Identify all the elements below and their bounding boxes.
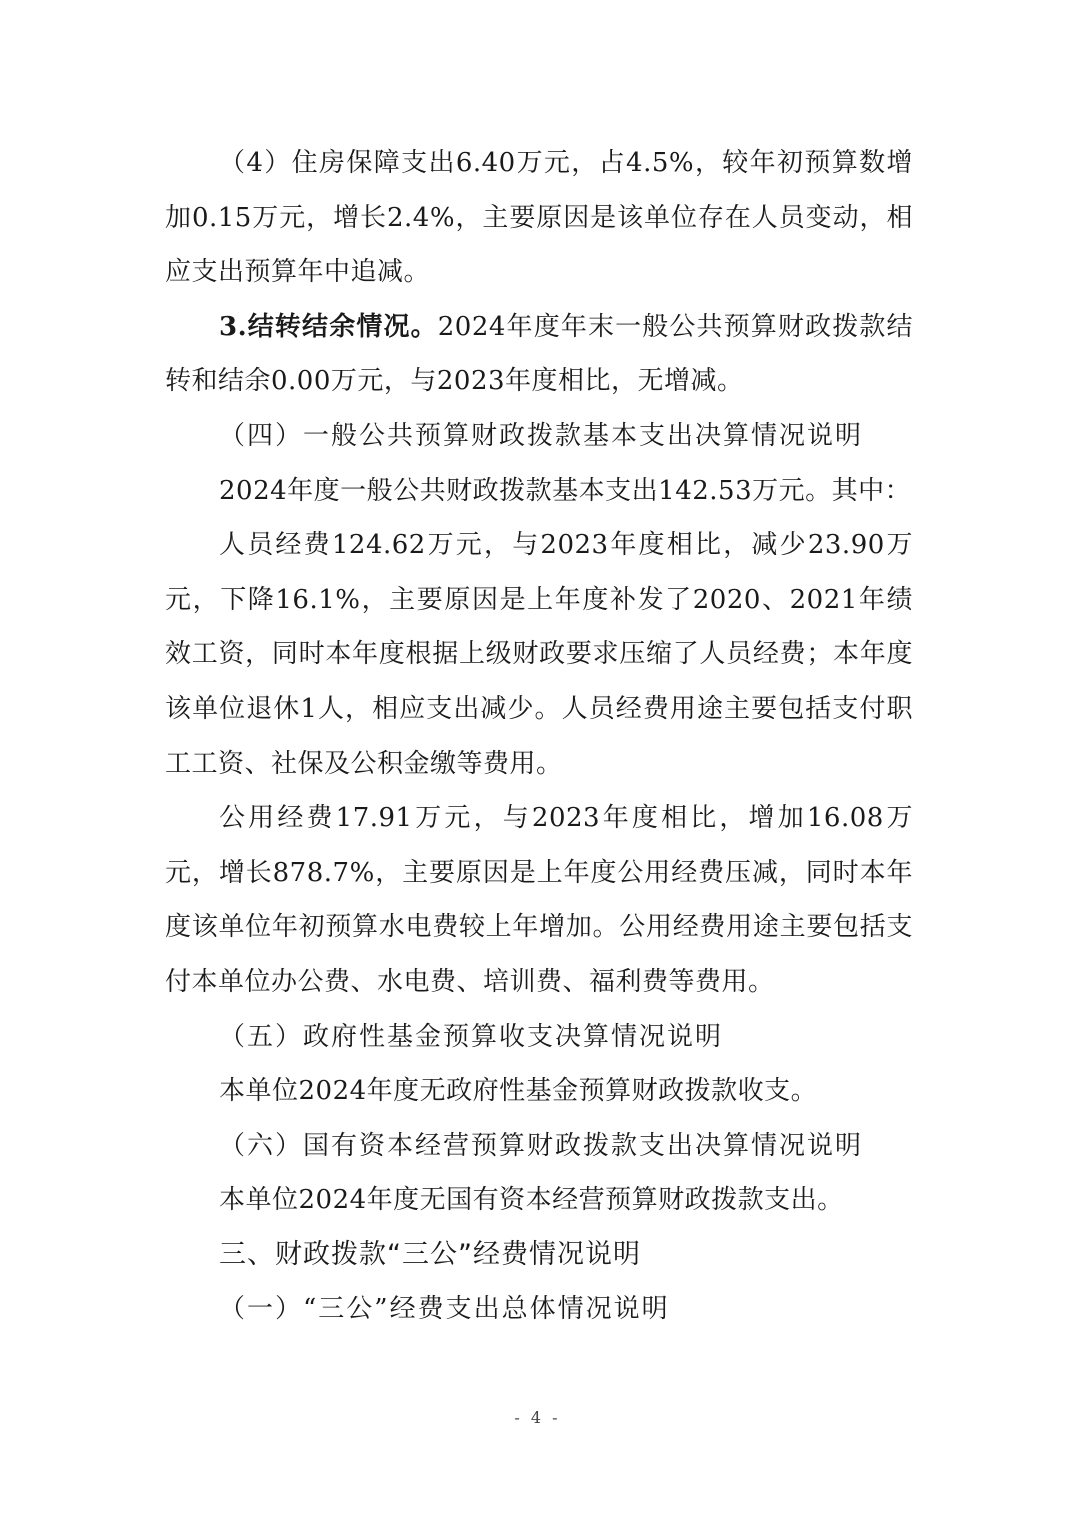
paragraph-carryover-balance (165, 300, 913, 409)
section-heading-basic-expenditure: （四）一般公共预算财政拨款基本支出决算情况说明 (219, 420, 864, 451)
paragraph-public-expenses: 公用经费17.91万元，与2023年度相比，增加16.08万元，增长878.7%，主要原因是上年度公用经费压减，同时本年度该单位年初预算水电费较上年增加。公用经费用途主要包括支付本单位办公费、水电费、培训费、福利费等费用。 (165, 803, 913, 997)
chapter-heading-three-public-expenses: 三、财政拨款“三公”经费情况说明 (219, 1238, 641, 1270)
paragraph-personnel-expenses: 人员经费124.62万元，与2023年度相比，减少23.90万元，下降16.1%，主要原因是上年度补发了2020、2021年绩效工资，同时本年度根据上级财政要求压缩了人员经费；本年度该单位退休1人，相应支出减少。人员经费用途主要包括支付职工工资、社保及公积金缴等费用。 (165, 530, 913, 779)
paragraph-government-fund: 本单位2024年度无政府性基金预算财政拨款收支。 (219, 1076, 818, 1107)
section-heading-three-public-overview: （一）“三公”经费支出总体情况说明 (219, 1294, 670, 1325)
page-number: - 4 - (514, 1408, 561, 1427)
paragraph-basic-expenditure-total: 2024年度一般公共财政拨款基本支出142.53万元。其中： (219, 475, 912, 506)
section-heading-state-capital: （六）国有资本经营预算财政拨款支出决算情况说明 (219, 1130, 864, 1161)
paragraph-housing-expenditure: （4）住房保障支出6.40万元，占4.5%，较年初预算数增加0.15万元，增长2.4%，主要原因是该单位存在人员变动，相应支出预算年中追减。 (165, 148, 913, 288)
carryover-text: 2024年度年末一般公共预算财政拨款结转和结余0.00万元，与2023年度相比，无增减。 (165, 311, 913, 397)
document-body (165, 136, 913, 1337)
section-heading-government-fund: （五）政府性基金预算收支决算情况说明 (219, 1021, 724, 1052)
carryover-heading: 3.结转结余情况。 (219, 311, 438, 342)
paragraph-state-capital: 本单位2024年度无国有资本经营预算财政拨款支出。 (219, 1185, 844, 1216)
